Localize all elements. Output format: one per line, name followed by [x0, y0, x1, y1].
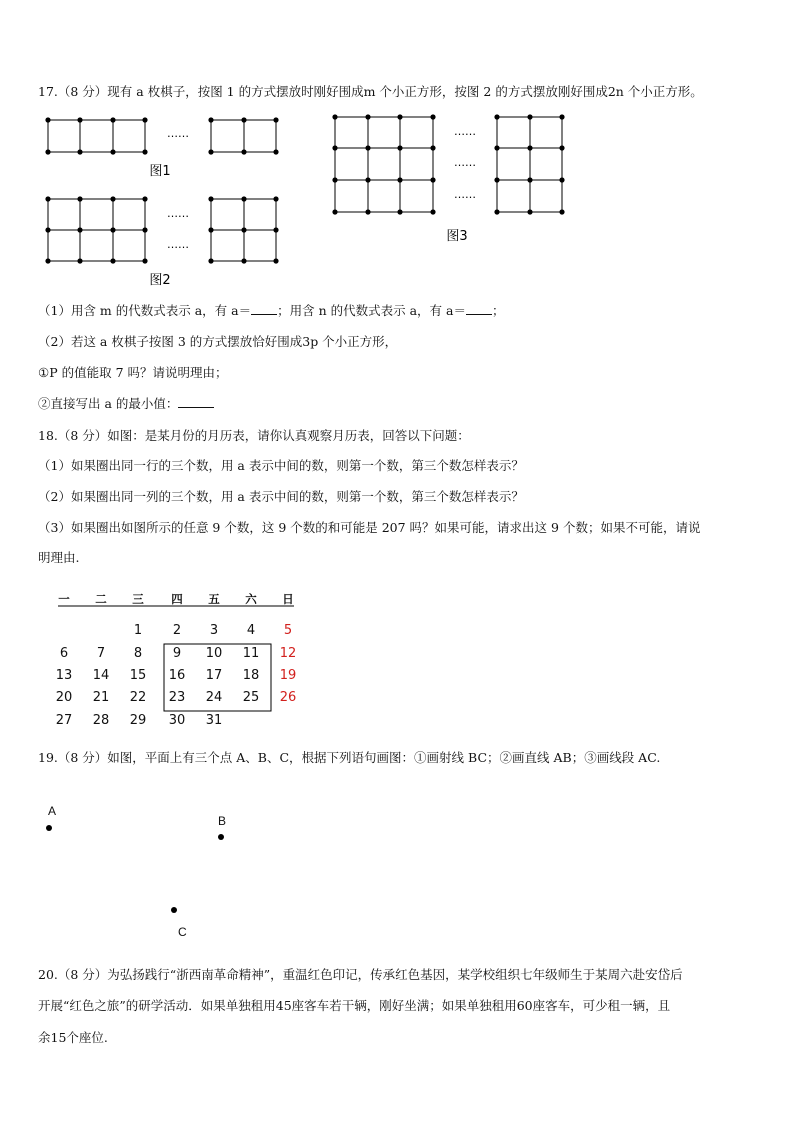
fig3-label: 图3 [446, 229, 468, 244]
cal-day: 7 [96, 646, 106, 661]
q20-line2: 开展“红色之旅”的研学活动．如果单独租用45座客车若干辆，刚好坐满；如果单独租用60座客车，可少租一辆，且 [38, 998, 671, 1013]
cal-header-fri: 五 [208, 592, 220, 606]
cal-header-sun: 日 [282, 592, 294, 606]
cal-day: 22 [129, 690, 147, 705]
point-a-dot [46, 825, 52, 831]
cal-header-wed: 三 [132, 592, 144, 606]
cal-day: 25 [242, 690, 260, 705]
point-a-label: A [48, 804, 57, 818]
q18-part3: （3）如果圈出如图所示的任意 9 个数，这 9 个数的和可能是 207 吗？如果可能，请求出这 9 个数；如果不可能，请说 [38, 520, 701, 535]
cal-header-tue: 二 [95, 592, 107, 606]
cal-day: 29 [129, 713, 147, 728]
cal-day: 27 [55, 713, 73, 728]
fig1-label: 图1 [149, 164, 171, 179]
cal-day-sunday: 5 [283, 623, 293, 638]
cal-day: 10 [205, 646, 223, 661]
cal-day: 1 [133, 623, 143, 638]
cal-day: 8 [133, 646, 143, 661]
fig1-ellipsis: …… [167, 127, 189, 140]
q17-sub2: ②直接写出 a 的最小值： [38, 395, 214, 413]
q19-stem: 19.（8 分）如图，平面上有三个点 A、B、C，根据下列语句画图：①画射线 BC；②画直线 AB；③画线段 AC. [38, 750, 661, 765]
cal-day: 23 [168, 690, 186, 705]
q18-part2: （2）如果圈出同一列的三个数，用 a 表示中间的数，则第一个数，第三个数怎样表示？ [38, 489, 524, 504]
fig2-ellipsis-2: …… [167, 238, 189, 251]
cal-day: 18 [242, 668, 260, 683]
cal-day: 11 [242, 646, 260, 661]
q17-stem: 17.（8 分）现有 a 枚棋子，按图 1 的方式摆放时刚好围成m 个小正方形，按图 2 的方式摆放刚好围成2n 个小正方形。 [38, 84, 703, 99]
cal-day-sunday: 12 [279, 646, 297, 661]
q18-part1: （1）如果圈出同一行的三个数，用 a 表示中间的数，则第一个数，第三个数怎样表示？ [38, 458, 524, 473]
q18-part3-cont: 明理由. [38, 550, 80, 565]
fig3-ellipsis-3: …… [454, 188, 476, 201]
cal-day: 28 [92, 713, 110, 728]
cal-header-mon: 一 [58, 592, 70, 606]
q18-stem: 18.（8 分）如图：是某月份的月历表，请你认真观察月历表，回答以下问题： [38, 428, 470, 443]
cal-day: 13 [55, 668, 73, 683]
cal-day: 21 [92, 690, 110, 705]
q17-part1: （1）用含 m 的代数式表示 a，有 a＝ ；用含 n 的代数式表示 a，有 a＝ ； [38, 303, 505, 318]
q17-sub1: ①P 的值能取 7 吗？请说明理由； [38, 365, 228, 380]
fig2-label: 图2 [149, 273, 171, 288]
cal-header-thu: 四 [171, 592, 183, 606]
cal-day: 31 [205, 713, 223, 728]
q17-part2: （2）若这 a 枚棋子按图 3 的方式摆放恰好围成3p 个小正方形， [38, 334, 398, 349]
cal-day: 30 [168, 713, 186, 728]
point-b-label: B [218, 814, 227, 828]
cal-header-sat: 六 [245, 592, 257, 606]
cal-day: 4 [246, 623, 256, 638]
cal-day: 15 [129, 668, 147, 683]
q20-line1: 20.（8 分）为弘扬践行“浙西南革命精神”，重温红色印记，传承红色基因，某学校组织七年级师生于某周六赴安岱后 [38, 967, 683, 982]
point-c-label: C [178, 925, 187, 939]
cal-day: 24 [205, 690, 223, 705]
cal-day: 6 [59, 646, 69, 661]
fig3-ellipsis-1: …… [454, 125, 476, 138]
cal-day-sunday: 26 [279, 690, 297, 705]
point-b-dot [218, 834, 224, 840]
cal-day: 9 [172, 646, 182, 661]
cal-day: 3 [209, 623, 219, 638]
q20-line3: 余15个座位. [38, 1030, 108, 1045]
cal-day: 20 [55, 690, 73, 705]
cal-day: 2 [172, 623, 182, 638]
fig2-ellipsis-1: …… [167, 207, 189, 220]
cal-day-sunday: 19 [279, 668, 297, 683]
fig3-ellipsis-2: …… [454, 156, 476, 169]
cal-day: 14 [92, 668, 110, 683]
point-c-dot [171, 907, 177, 913]
cal-day: 17 [205, 668, 223, 683]
cal-day: 16 [168, 668, 186, 683]
